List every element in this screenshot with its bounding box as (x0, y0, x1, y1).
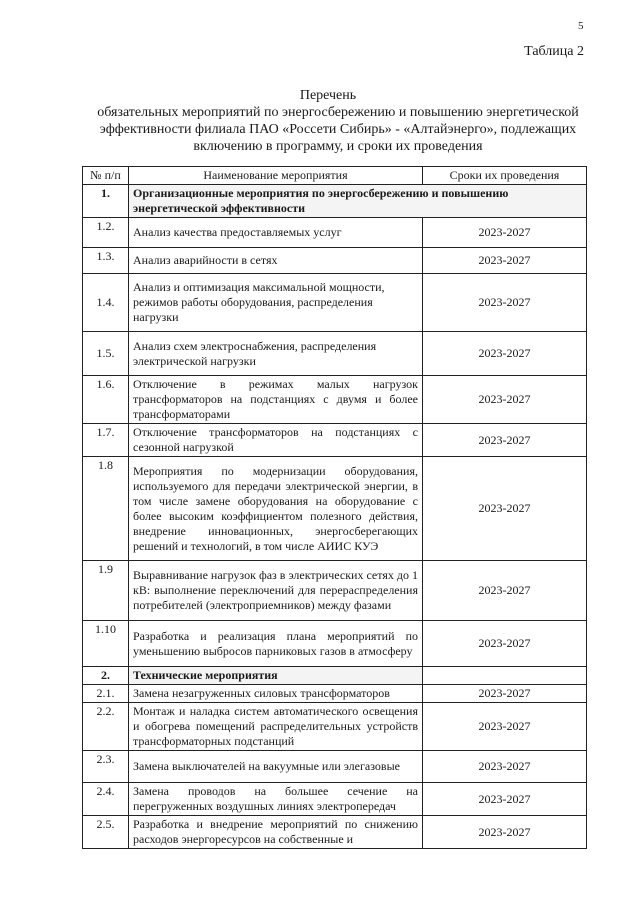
row-name: Анализ и оптимизация максимальной мощности, режимов работы оборудования, распределения нагрузки (129, 274, 423, 332)
row-name: Отключение трансформаторов на подстанциях с сезонной нагрузкой (129, 424, 423, 457)
table-row (83, 274, 587, 332)
row-term: 2023-2027 (423, 248, 587, 274)
row-number: 1.2. (83, 218, 129, 248)
row-number: 1.3. (83, 248, 129, 274)
row-name: Анализ схем электроснабжения, распределения электрической нагрузки (129, 332, 423, 376)
page-number: 5 (578, 20, 584, 32)
section-title: Организационные мероприятия по энергосбережению и повышению энергетической эффективности (129, 185, 587, 218)
table-row (83, 332, 587, 376)
table-row-section (83, 667, 587, 685)
row-number: 1. (83, 185, 129, 218)
document-title: Перечень (299, 88, 357, 103)
table-row (83, 685, 587, 703)
row-number: 1.9 (83, 561, 129, 621)
table-row (83, 376, 587, 424)
table-row-section (83, 185, 587, 218)
row-number: 1.7. (83, 424, 129, 457)
row-number: 1.10 (83, 621, 129, 667)
row-number: 2.1. (83, 685, 129, 703)
row-name: Замена проводов на большее сечение на перегруженных воздушных линиях электропередач (129, 783, 423, 816)
row-number: 1.8 (83, 457, 129, 561)
row-name: Разработка и реализация плана мероприятий по уменьшению выбросов парниковых газов в атмосферу (129, 621, 423, 667)
table-row (83, 621, 587, 667)
row-number: 2.5. (83, 816, 129, 849)
row-term: 2023-2027 (423, 621, 587, 667)
measures-table (82, 166, 587, 849)
row-term: 2023-2027 (423, 218, 587, 248)
table-row (83, 703, 587, 751)
column-header-number: № п/п (83, 167, 129, 185)
table-row (83, 816, 587, 849)
row-name: Выравнивание нагрузок фаз в электрических сетях до 1 кВ: выполнение переключений для перераспределения потребителей (электроприемников) между фазами (129, 561, 423, 621)
row-name: Анализ аварийности в сетях (129, 248, 423, 274)
table-label: Таблица 2 (524, 44, 584, 59)
row-number: 2. (83, 667, 129, 685)
table-row (83, 751, 587, 783)
table-row (83, 218, 587, 248)
table-row (83, 457, 587, 561)
column-header-term: Сроки их проведения (423, 167, 587, 185)
row-number: 2.2. (83, 703, 129, 751)
row-term: 2023-2027 (423, 751, 587, 783)
row-name: Разработка и внедрение мероприятий по снижению расходов энергоресурсов на собственные и (129, 816, 423, 849)
row-term: 2023-2027 (423, 274, 587, 332)
row-term: 2023-2027 (423, 376, 587, 424)
row-term: 2023-2027 (423, 561, 587, 621)
row-number: 1.6. (83, 376, 129, 424)
row-number: 1.5. (83, 332, 129, 376)
table-row (83, 561, 587, 621)
row-name: Замена выключателей на вакуумные или элегазовые (129, 751, 423, 783)
row-name: Мероприятия по модернизации оборудования, используемого для передачи электрической энергии, в том числе замене оборудования на оборудование с более высоким коэффициентом полезного действия, внедрение инновационных, энергосберегающих решений и технологий, в том числе АИИС КУЭ (129, 457, 423, 561)
row-name: Анализ качества предоставляемых услуг (129, 218, 423, 248)
row-term: 2023-2027 (423, 816, 587, 849)
row-name: Отключение в режимах малых нагрузок трансформаторов на подстанциях с двумя и более трансформаторами (129, 376, 423, 424)
row-term: 2023-2027 (423, 332, 587, 376)
row-term: 2023-2027 (423, 703, 587, 751)
row-term: 2023-2027 (423, 457, 587, 561)
row-number: 2.3. (83, 751, 129, 783)
table-row (83, 248, 587, 274)
document-subtitle: обязательных мероприятий по энергосбережению и повышению энергетической эффективности филиала ПАО «Россети Сибирь» - «Алтайэнерго», подлежащих включению в программу, и сроки их проведения (97, 105, 579, 154)
row-term: 2023-2027 (423, 783, 587, 816)
row-name: Замена незагруженных силовых трансформаторов (129, 685, 423, 703)
row-term: 2023-2027 (423, 685, 587, 703)
row-term (423, 667, 587, 685)
row-name: Монтаж и наладка систем автоматического освещения и обогрева помещений распределительных устройств трансформаторных подстанций (129, 703, 423, 751)
table-header-row (83, 167, 587, 185)
row-term: 2023-2027 (423, 424, 587, 457)
section-title: Технические мероприятия (129, 667, 423, 685)
column-header-name: Наименование мероприятия (129, 167, 423, 185)
row-number: 2.4. (83, 783, 129, 816)
table-row (83, 424, 587, 457)
row-number: 1.4. (83, 274, 129, 332)
table-row (83, 783, 587, 816)
